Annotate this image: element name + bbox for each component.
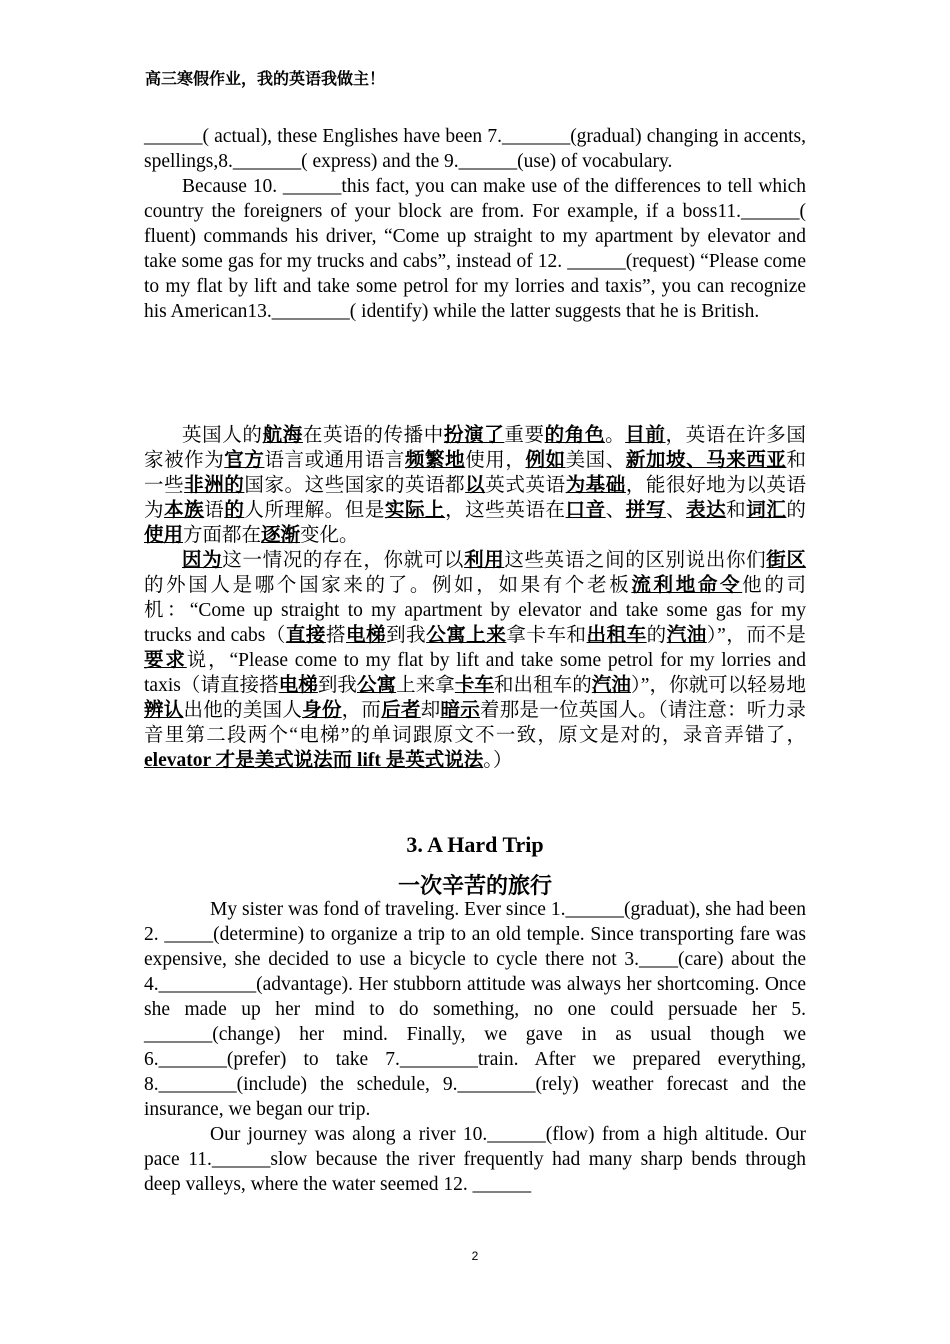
key-term: 出租车 — [586, 625, 647, 646]
paragraph-1: ______( actual), these Englishes have been 7._______(gradual) changing in accents, spellings,8._______( express) and the 9.______(use) of vocabulary. — [144, 126, 806, 172]
key-term: 本族 — [164, 500, 205, 521]
translation-text: 上来拿 — [396, 675, 455, 696]
page-number: 2 — [471, 1249, 479, 1263]
translation-text: 的外国人是哪个国家来的了。例如，如果有个老板 — [144, 575, 632, 596]
translation-text: 到我 — [317, 675, 357, 696]
key-term: 汽油 — [591, 675, 631, 696]
section-subtitle: 一次辛苦的旅行 — [397, 874, 552, 899]
translation-text: 他的司机：“Come up straight to my apartment by elevator and take some gas for my trucks and cabs（ — [144, 575, 806, 646]
key-term: 例如 — [525, 450, 566, 471]
translation-text: ，英语在许多国家被作为 — [144, 425, 806, 471]
translation-paragraph-1 — [144, 423, 806, 548]
key-term: 身份 — [302, 700, 342, 721]
translation-text: 、 — [665, 500, 687, 521]
section-title: 3. A Hard Trip — [406, 832, 544, 857]
translation-text: ）”，而不是 — [706, 625, 806, 646]
key-term: 街区 — [766, 550, 806, 571]
translation-text: 说，“Please come to my flat by lift and take some petrol for my lorries and taxis（请直接搭 — [144, 650, 806, 696]
translation-text: 国家。这些国家的英语都 — [244, 475, 466, 496]
translation-text: 英式英语 — [485, 475, 566, 496]
key-term: 扮演了 — [443, 425, 505, 446]
translation-text: ）”，你就可以轻易地 — [630, 675, 806, 696]
key-term: 实际上 — [384, 500, 446, 521]
translation-text: 变化。 — [300, 525, 359, 546]
key-term: 电梯 — [278, 675, 318, 696]
key-term: 的 — [224, 500, 245, 521]
passage-a-hard-trip — [144, 897, 806, 1197]
key-term: 以 — [465, 475, 486, 496]
key-term: 使用 — [144, 525, 184, 546]
translation-text: 使用， — [465, 450, 526, 471]
key-term: 表达 — [686, 500, 727, 521]
translation-text: 和 — [726, 500, 747, 521]
translation-text: 、 — [605, 500, 626, 521]
translation-text: 美国、 — [565, 450, 626, 471]
translation-text: 出他的美国人 — [183, 700, 303, 721]
translation-text: 的 — [646, 625, 667, 646]
translation-text: 这些英语之间的区别说出你们 — [504, 550, 767, 571]
key-term: 后者 — [381, 700, 421, 721]
translation-text: 和一些 — [144, 450, 806, 496]
key-term: 新加坡、马来西亚 — [625, 450, 787, 471]
key-term: 卡车 — [454, 675, 494, 696]
key-term: 要求 — [144, 650, 187, 671]
key-term: 官方 — [224, 450, 265, 471]
translation-text: 英国人的 — [182, 425, 263, 446]
key-term: 的角色 — [544, 425, 606, 446]
translation-text: ，这些英语在 — [445, 500, 566, 521]
translation-text: 到我 — [386, 625, 427, 646]
translation-text: 着那是一位英国人。（请注意：听力录音里第二段两个“电梯”的单词跟原文不一致，原文是对的，录音弄错了， — [144, 700, 806, 746]
page-header: 高三寒假作业，我的英语我做主！ — [145, 69, 386, 88]
trip-paragraph-2: Our journey was along a river 10.______(flow) from a high altitude. Our pace 11.______slow because the river frequently had many sharp bends through deep valleys, where the water seemed 12. ______ — [144, 1124, 806, 1195]
translation-text: 拿卡车和 — [506, 625, 587, 646]
translation-text: ，能很好地为以英语为 — [144, 475, 806, 521]
key-term: 航海 — [262, 425, 303, 446]
translation-text: 。 — [605, 425, 626, 446]
key-term: 汽油 — [666, 625, 707, 646]
key-term: 公寓 — [357, 675, 397, 696]
key-term: 逐渐 — [261, 525, 301, 546]
key-term: 拼写 — [625, 500, 666, 521]
key-term: 利用 — [464, 550, 505, 571]
key-term: 直接 — [285, 625, 326, 646]
translation-text: 语言或通用语言 — [264, 450, 405, 471]
translation-text: 方面都在 — [183, 525, 262, 546]
key-term: 目前 — [625, 425, 666, 446]
key-term: 为基础 — [565, 475, 626, 496]
passage-continuation — [144, 124, 806, 324]
translation-text: 重要 — [504, 425, 545, 446]
key-term: 词汇 — [746, 500, 787, 521]
key-term: elevator 才是美式说法而 lift 是英式说法 — [144, 750, 484, 771]
chinese-translation — [144, 423, 806, 773]
key-term: 电梯 — [346, 625, 387, 646]
translation-text: 搭 — [325, 625, 347, 646]
key-term: 非洲的 — [184, 475, 245, 496]
translation-text: 这一情况的存在，你就可以 — [222, 550, 465, 571]
key-term: 频繁地 — [404, 450, 466, 471]
translation-text: 语 — [204, 500, 225, 521]
key-term: 暗示 — [440, 700, 480, 721]
translation-text: 。） — [483, 750, 513, 771]
key-term: 辨认 — [144, 700, 184, 721]
key-term: 流利地命令 — [631, 575, 743, 596]
translation-text: 却 — [420, 700, 441, 721]
key-term: 口音 — [565, 500, 606, 521]
trip-paragraph-1: My sister was fond of traveling. Ever since 1.______(graduat), she had been 2. _____(determine) to organize a trip to an old temple. Since transporting fare was expensive, she decided to use a bicycle to cycle there not 3.____(care) about the 4.__________(advantage). Her stubborn attitude was always her shortcoming. Once she made up her mind to do something, no one could persuade her 5. _______(change) her mind. Finally, we gave in as usual though we 6._______(prefer) to take 7.________train. After we prepared everything, 8.________(include) the schedule, 9.________(rely) weather forecast and the insurance, we began our trip. — [144, 899, 806, 1120]
translation-text: ，而 — [341, 700, 382, 721]
translation-paragraph-2 — [144, 548, 806, 773]
key-term: 因为 — [182, 550, 223, 571]
paragraph-2: Because 10. ______this fact, you can make use of the differences to tell which country the foreigners of your block are from. For example, if a boss11.______( fluent) commands his driver, “Come up straight to my apartment by elevator and take some gas for my trucks and cabs”, instead of 12. ______(request) “Please come to my flat by lift and take some petrol for my lorries and taxis”, you can recognize his American13.________( identify) while the latter suggests that he is British. — [144, 176, 806, 322]
translation-text: 人所理解。但是 — [244, 500, 385, 521]
key-term: 公寓上来 — [426, 625, 507, 646]
translation-text: 的 — [786, 500, 806, 521]
translation-text: 在英语的传播中 — [302, 425, 444, 446]
translation-text: 和出租车的 — [493, 675, 592, 696]
